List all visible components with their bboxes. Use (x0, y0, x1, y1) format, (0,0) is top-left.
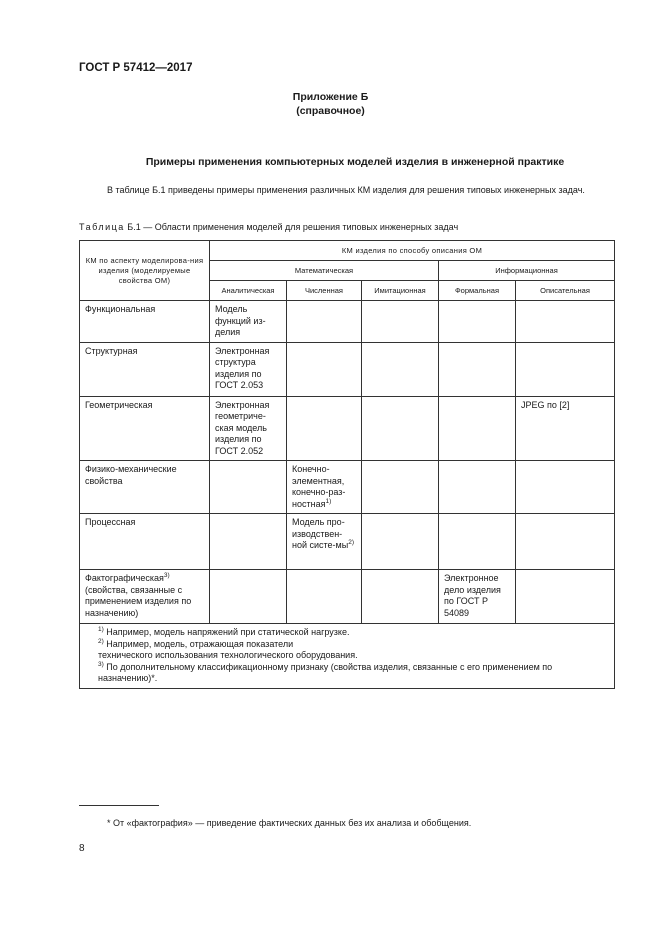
table-cell (362, 570, 439, 624)
table-cell (516, 514, 615, 570)
table-cell: Модель про-изводствен-ной систе-$мы^{2)}$ (287, 514, 362, 570)
table-row (80, 570, 615, 624)
table-cell: Электронное дело изделия по ГОСТ Р 54089 (439, 570, 516, 624)
footnote-divider (79, 805, 159, 806)
table-cell (287, 570, 362, 624)
table-cell (287, 342, 362, 396)
table-cell (439, 301, 516, 343)
table-cell (210, 461, 287, 514)
table-row (80, 342, 615, 396)
table-cell (516, 461, 615, 514)
table-cell (210, 514, 287, 570)
table-caption (79, 222, 458, 232)
row-label-cell: Геометрическая (80, 396, 210, 461)
table-cell (362, 342, 439, 396)
table-cell: Электронная структура изделия по ГОСТ 2.053 (210, 342, 287, 396)
table-cell (439, 461, 516, 514)
table-row (80, 301, 615, 343)
table-note: $^{2)}$ Например, модель, отражающая показатели (98, 637, 294, 649)
table-cell (287, 396, 362, 461)
row-label-cell: Функциональная (80, 301, 210, 343)
table-cell: Электронная геометриче-ская модель изделия по ГОСТ 2.052 (210, 396, 287, 461)
section-heading: Примеры применения компьютерных моделей изделия в инженерной практике (145, 156, 565, 168)
group-header-cell: КМ изделия по способу описания ОМ (210, 241, 615, 261)
row-label-cell: Процессная (80, 514, 210, 570)
table-caption-label: Таблица (79, 222, 125, 232)
column-header-analytic: Аналитическая (210, 281, 287, 301)
info-header-cell: Информационная (439, 261, 615, 281)
table-note: технического использования технологического оборудования. (98, 650, 358, 660)
table-cell: Модель функций из-делия (210, 301, 287, 343)
table-cell (362, 301, 439, 343)
table-row (80, 396, 615, 461)
table-cell (210, 570, 287, 624)
table-row (80, 514, 615, 570)
column-header-formal: Формальная (439, 281, 516, 301)
column-header-simulation: Имитационная (362, 281, 439, 301)
column-header-numeric: Численная (287, 281, 362, 301)
appendix-title: Приложение Б (292, 91, 369, 103)
table-row (80, 461, 615, 514)
row-label-cell: Физико-механические свойства (80, 461, 210, 514)
table-cell (516, 301, 615, 343)
table-note: $^{1)}$ Например, модель напряжений при статической нагрузке. (98, 626, 350, 637)
table-cell: JPEG по [2] (516, 396, 615, 461)
page-number: 8 (79, 843, 85, 854)
table-note: $^{3)}$ По дополнительному классификационному признаку (свойства изделия, связанные с его применением по назначению)*. (98, 660, 553, 683)
table-cell (516, 342, 615, 396)
intro-paragraph: В таблице Б.1 приведены примеры применения различных КМ изделия для решения типовых инженерных задач. (107, 185, 585, 195)
table-caption-text: Б.1 — Области применения моделей для решения типовых инженерных задач (124, 222, 459, 232)
table-cell (362, 461, 439, 514)
document-code: ГОСТ Р 57412—2017 (79, 62, 193, 74)
table-cell: Конечно-элементная, конечно-раз-ностная$^{1)}$ (287, 461, 362, 514)
column-header-descriptive: Описательная (516, 281, 615, 301)
application-table (79, 240, 615, 689)
row-header-cell: КМ по аспекту моделирова-ния изделия (моделируемые свойства ОМ) (80, 241, 210, 301)
row-label-cell: Структурная (80, 342, 210, 396)
footnote: * От «фактография» — приведение фактических данных без их анализа и обобщения. (107, 818, 472, 828)
appendix-header (0, 90, 661, 118)
row-label-cell: Фактографическая$^{3)}$ (свойства, связанные с применением изделия по назначению) (80, 570, 210, 624)
table-cell (516, 570, 615, 624)
table-cell (362, 514, 439, 570)
table-notes (80, 624, 615, 689)
math-header-cell: Математическая (210, 261, 439, 281)
table-cell (439, 342, 516, 396)
table-cell (439, 396, 516, 461)
appendix-kind: (справочное) (296, 105, 365, 117)
table-cell (439, 514, 516, 570)
table-cell (362, 396, 439, 461)
table-cell (287, 301, 362, 343)
